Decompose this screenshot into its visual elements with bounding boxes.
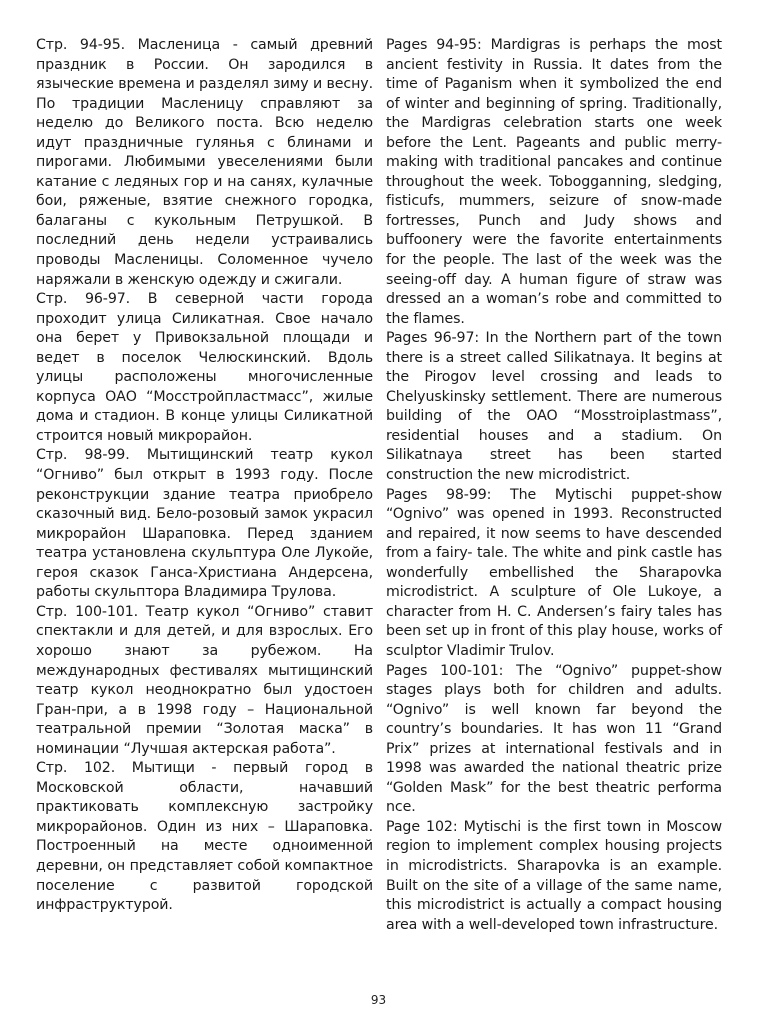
en-paragraph-pages-98-99: Pages 98-99: The Mytischi puppet-show “Ognivo” was opened in 1993. Reconstructed and repaired, it now seems to have descended from a fairy- tale. The white and pink castle has wonderfully embellished the Sharapovka microdistrict. A sculpture of Ole Lukoye, a character from H. C. Andersen’s fairy tales has been set up in front of this play house, works of sculptor Vladimir Trulov. bbox=[386, 486, 722, 659]
ru-paragraph-pages-94-95: Стр. 94-95. Масленица - самый древний праздник в России. Он зародился в языческие времена и разделял зиму и весну. По традиции Масленицу справляют за неделю до Великого поста. Всю неделю идут праздничные гулянья с блинами и пирогами. Любимыми увеселениями были катание с ледяных гор и на санях, кулачные бои, ряженые, взятие снежного городка, балаганы с кукольным Петрушкой. В последний день недели устраивались проводы Масленицы. Соломенное чучело наряжали в женскую одежду и сжигали. bbox=[36, 37, 373, 288]
ru-paragraph-page-102: Стр. 102. Мытищи - первый город в Московской области, начавший практиковать комплексную застройку микрорайонов. Один из них – Шараповка. Построенный на месте одноименной деревни, он представляет собой компактное поселение с развитой городской инфраструктурой. bbox=[36, 760, 373, 914]
ru-paragraph-pages-100-101: Стр. 100-101. Театр кукол “Огниво” ставит спектакли и для детей, и для взрослых. Его хорошо знают за рубежом. На международных фестивалях мытищинский театр кукол неоднократно был удостоен Гран-при, а в 1998 году – Национальной театральной премии “Золотая маска” в номинации “Лучшая актерская работа”. bbox=[36, 603, 373, 757]
en-paragraph-pages-94-95: Pages 94-95: Mardigras is perhaps the most ancient festivity in Russia. It dates from the time of Paganism when it symbolized the end of winter and beginning of spring. Traditionally, the Mardigras celebration starts one week before the Lent. Pageants and public merry-making with traditional pancakes and continue throughout the week. Tobogganning, sledging, fisticufs, mummers, seizure of snow-made fortresses, Punch and Judy shows and buffoonery were the favorite entertainments for the people. The last of the week was the seeing-off day. A human figure of straw was dressed an a woman’s robe and committed to the flames. bbox=[386, 37, 722, 327]
en-paragraph-pages-100-101: Pages 100-101: The “Ognivo” puppet-show stages plays both for children and adults. “Ognivo” is well known far beyond the country’s boundaries. It has won 11 “Grand Prix” prizes at international festivals and in 1998 was awarded the national theatric prize “Golden Mask” for the best theatric performa nce. bbox=[386, 662, 722, 816]
english-column bbox=[386, 36, 722, 935]
en-paragraph-pages-96-97: Pages 96-97: In the Northern part of the town there is a street called Silikatnaya. It begins at the Pirogov level crossing and leads to Chelyuskinsky settlement. There are numerous building of the OAO “Mosstroiplastmass”, residential houses and a stadium. On Silikatnaya street has been started construction the new microdistrict. bbox=[386, 330, 722, 484]
ru-paragraph-pages-98-99: Стр. 98-99. Мытищинский театр кукол “Огниво” был открыт в 1993 году. После реконструкции здание театра приобрело сказочный вид. Бело-розовый замок украсил микрорайон Шараповка. Перед зданием театра установлена скульптура Оле Лукойе, героя сказок Ганса-Христиана Андерсена, работы скульптора Владимира Трулова. bbox=[36, 447, 373, 601]
ru-paragraph-pages-96-97: Стр. 96-97. В северной части города проходит улица Силикатная. Свое начало она берет у Привокзальной площади и ведет в поселок Челюскинский. Вдоль улицы расположены многочисленные корпуса ОАО “Мосстройпластмасс”, жилые дома и стадион. В конце улицы Силикатной строится новый микрорайон. bbox=[36, 291, 373, 444]
en-paragraph-page-102: Page 102: Mytischi is the first town in Moscow region to implement complex housing projects in microdistricts. Sharapovka is an example. Built on the site of a village of the same name, this microdistrict is actually a compact housing area with a well-developed town infrastructure. bbox=[386, 818, 722, 933]
russian-column bbox=[36, 36, 373, 916]
page-number: 93 bbox=[370, 993, 387, 1007]
